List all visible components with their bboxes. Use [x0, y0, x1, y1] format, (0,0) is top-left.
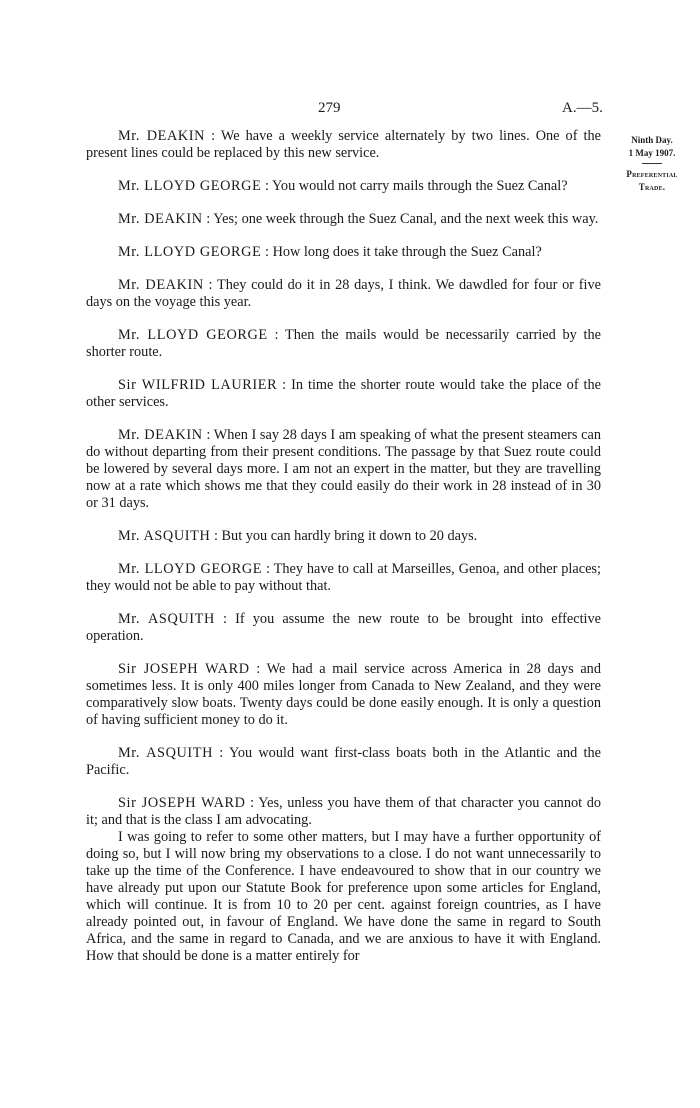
paragraph: Mr. LLOYD GEORGE : They have to call at Marseilles, Genoa, and other places; they would not be able to pay without that. — [86, 561, 601, 594]
paragraph-text: In time the shorter route would take the place of the other services. — [86, 377, 601, 410]
speaker-name: Mr. ASQUITH — [118, 528, 211, 544]
paragraph-text: You would not carry mails through the Suez Canal? — [272, 178, 568, 194]
paragraph: Sir JOSEPH WARD : Yes, unless you have them of that character you cannot do it; and that is the class I am advocating. — [86, 795, 601, 828]
paragraph: Mr. LLOYD GEORGE : You would not carry mails through the Suez Canal? — [118, 178, 568, 194]
paragraph: Mr. LLOYD GEORGE : How long does it take through the Suez Canal? — [118, 244, 542, 260]
paragraph: Mr. LLOYD GEORGE : Then the mails would be necessarily carried by the shorter route. — [86, 327, 601, 360]
continuation-paragraph: I was going to refer to some other matters, but I may have a further opportunity of doing so, but I will now bring my observations to a close. I do not want unnecessarily to take up the time of the Conference. I have endeavoured to show that in our country we have already put upon our Statute Book for preference upon some articles for England, which will continue. It is from 10 to 20 per cent. against foreign countries, as I have already pointed out, in favour of England. We have done the same in regard to South Africa, and the same in regard to Canada, and we are anxious to have it with England. How that should be done is a matter entirely for — [86, 829, 601, 964]
paragraph-text: You would want first-class boats both in the Atlantic and the Pacific. — [86, 745, 602, 778]
paragraph-text: We have a weekly service alternately by two lines. One of the present lines could be replaced by this new service. — [86, 128, 601, 161]
speaker-name: Mr. DEAKIN — [118, 211, 203, 227]
speaker-name: Sir JOSEPH WARD — [118, 661, 250, 677]
paragraph-text: Yes; one week through the Suez Canal, and the next week this way. — [213, 211, 599, 227]
paragraph-text: Then the mails would be necessarily carried by the shorter route. — [86, 327, 601, 360]
paragraph-text: They have to call at Marseilles, Genoa, and other places; they would not be able to pay without that. — [86, 561, 601, 594]
transcript-body — [86, 128, 601, 965]
speaker-name: Sir JOSEPH WARD — [118, 795, 246, 811]
page-number: 279 — [318, 100, 341, 116]
speaker-name: Mr. LLOYD GEORGE — [118, 178, 262, 194]
paragraph: Mr. ASQUITH : If you assume the new route to be brought into effective operation. — [86, 611, 602, 644]
speaker-name: Mr. LLOYD GEORGE — [118, 561, 263, 577]
margin-note-day: Ninth Day. — [631, 135, 673, 145]
margin-note-subject-line2: Trade. — [638, 182, 666, 192]
margin-note — [612, 134, 692, 194]
speaker-name: Mr. ASQUITH — [118, 745, 214, 761]
speaker-name: Mr. ASQUITH — [118, 611, 215, 627]
speaker-name: Mr. LLOYD GEORGE — [118, 244, 262, 260]
speaker-name: Mr. DEAKIN — [118, 128, 206, 144]
paragraph: Sir JOSEPH WARD : We had a mail service across America in 28 days and sometimes less. It is only 400 miles longer from Canada to New Zealand, and they were comparatively slow boats. Twenty days could be done easily enough. It is only a question of having sufficient money to do it. — [86, 661, 601, 728]
paragraph-text: How long does it take through the Suez Canal? — [272, 244, 542, 260]
margin-note-rule — [642, 163, 662, 164]
paragraph-text: If you assume the new route to be brought into effective operation. — [86, 611, 602, 644]
paragraph: Mr. ASQUITH : You would want first-class boats both in the Atlantic and the Pacific. — [86, 745, 602, 778]
margin-note-date: 1 May 1907. — [628, 148, 676, 158]
paragraph: Mr. ASQUITH : But you can hardly bring it down to 20 days. — [118, 528, 478, 544]
paragraph-text: We had a mail service across America in 28 days and sometimes less. It is only 400 miles longer from Canada to New Zealand, and they were comparatively slow boats. Twenty days could be done easily enough. It is only a question of having sufficient money to do it. — [86, 661, 601, 728]
speaker-name: Sir WILFRID LAURIER — [118, 377, 278, 393]
margin-note-subject-line1: Preferential — [626, 169, 678, 179]
paragraph: Mr. DEAKIN : They could do it in 28 days, I think. We dawdled for four or five days on the voyage this year. — [86, 277, 601, 310]
speaker-name: Mr. LLOYD GEORGE — [118, 327, 268, 343]
paragraph: Mr. DEAKIN : We have a weekly service alternately by two lines. One of the present lines could be replaced by this new service. — [86, 128, 601, 161]
speaker-name: Mr. DEAKIN — [118, 427, 203, 443]
paragraph-text: They could do it in 28 days, I think. We dawdled for four or five days on the voyage this year. — [86, 277, 601, 310]
paragraph: Sir WILFRID LAURIER : In time the shorter route would take the place of the other services. — [86, 377, 601, 410]
page-reference: A.—5. — [562, 100, 603, 116]
paragraph-text: When I say 28 days I am speaking of what the present steamers can do without departing from their present conditions. The passage by that Suez route could be lowered by several days more. I am not an expert in the matter, but they are travelling now at a rate which shows me that they could easily do their work in 28 instead of in 30 or 31 days. — [86, 427, 601, 511]
paragraph-text: Yes, unless you have them of that character you cannot do it; and that is the class I am advocating. — [86, 795, 601, 828]
paragraph-text: But you can hardly bring it down to 20 days. — [221, 528, 478, 544]
paragraph: Mr. DEAKIN : Yes; one week through the Suez Canal, and the next week this way. — [118, 211, 599, 227]
speaker-name: Mr. DEAKIN — [118, 277, 204, 293]
paragraph: Mr. DEAKIN : When I say 28 days I am speaking of what the present steamers can do without departing from their present conditions. The passage by that Suez route could be lowered by several days more. I am not an expert in the matter, but they are travelling now at a rate which shows me that they could easily do their work in 28 instead of in 30 or 31 days. — [86, 427, 601, 511]
